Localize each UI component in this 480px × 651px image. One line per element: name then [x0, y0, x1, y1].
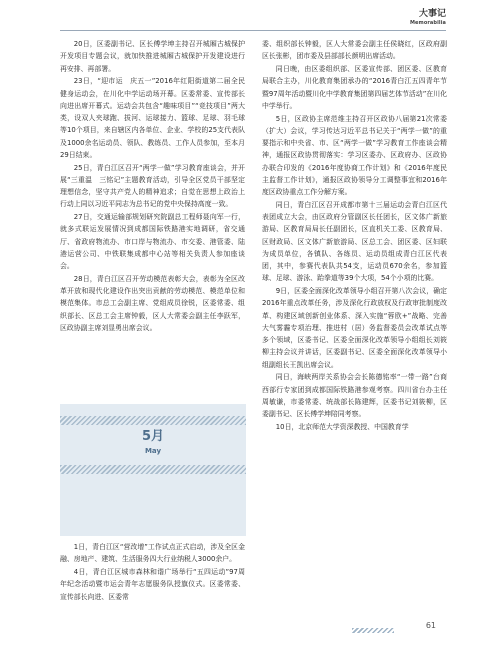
entry-paragraph: 25日，青白江区召开“两学一做”学习教育座谈会，并开展“三重温 三铭记”主题教育活动，引导全区党员干部坚定理想信念，坚守共产党人的精神追求；自觉在思想上政治上行动上同以习近平同志为总书记的党中央保持高度一致。 [60, 163, 245, 209]
decorative-stripes [60, 416, 246, 425]
month-heading-english: May [144, 447, 162, 455]
entry-paragraph: 同日晚，由区委组织部、区委宣传部、团区委、区教育局联合主办，川化教育集团承办的“2016青白江五四青年节暨97周年活动暨川化中学教育集团第四届艺体节活动”在川化中学举行。 [262, 65, 447, 110]
entry-paragraph: 10日，北京师范大学资深教授、中国教育学 [275, 422, 409, 431]
section-title: 大事记 [418, 9, 446, 19]
decorative-stripes [60, 465, 246, 474]
entry-paragraph: 27日，交通运输部规划研究院副总工程师聂向军一行，就多式联运发展情况到成都国际铁路港实地调研，省交通厅、省政府物流办、市口岸与物流办、市交委、港管委、陆港运营公司、中铁联集成都中心站等相关负责人参加座谈会。 [60, 213, 245, 270]
entry-paragraph: 20日，区委副书记、区长傅学坤主持召开城厢古城保护开发项目专题会议，就加快推进城厢古城保护开发建设进行再安排、再部署。 [60, 40, 245, 73]
section-subtitle: Memorabilia [409, 20, 446, 26]
entry-paragraph: 同日，海峡两岸关系协会会长陈德铭率“一带一路”台商西部行专家团到成都国际铁路港参观考察。四川省台办主任周敏谦，市委常委、统战部长陈建辉，区委书记刘筱柳，区委副书记、区长傅学坤陪同考察。 [262, 373, 447, 418]
left-column [60, 38, 245, 334]
left-column-bottom [60, 541, 245, 603]
page-number: 61 [425, 621, 436, 630]
entry-paragraph: 5日，区政协主席范维主持召开区政协八届第21次常委（扩大）会议，学习传达习近平总书记关于“两学一做”的重要指示和中央省、市、区“两学一做”学习教育工作座谈会精神，通报区政协贯彻落实：学习区委办、区政府办、区政协办联合印发的《2016年度协商工作计划》和《2016年度民主监督工作计划》，通报区政协领导分工调整事宜和2016年度区政协重点工作分解方案。 [262, 114, 447, 196]
entry-paragraph: 4日，青白江区城市森林和谐广场举行“五四运动”97周年纪念活动暨市运会青年志愿服务队授旗仪式。区委常委、宣传部长向进、区委常 [60, 568, 245, 601]
month-heading: 5月 [141, 429, 165, 444]
footer-decoration [352, 628, 394, 633]
header-divider [60, 30, 446, 31]
entry-paragraph: 委、组织部长钟毅，区人大常委会副主任侯晓红，区政府副区长张彬，团市委及县部部长颜明出席活动。 [262, 40, 447, 61]
entry-paragraph: 23日，“迎市运 庆五一”2016年红阳街道第二届全民健身运动会，在川化中学运动场开幕。区委常委、宣传部长向进出席开幕式。运动会共包含“趣味项目”“竞技项目”两大类，设双人夹球跑、拔河、运球接力、篮球、足球、羽毛球等10个项目，来自辖区内各单位、企业、学校的25支代表队及1000余名运动员、领队、教练员、工作人员参加，至本月29日结束。 [60, 77, 245, 159]
right-column [262, 38, 447, 433]
entry-paragraph: 1日，青白江区“营改增”工作试点正式启动，涉及全区金融、房地产、建筑、生活服务四大行业纳税人3000余户。 [60, 543, 245, 564]
entry-paragraph: 9日，区委全面深化改革领导小组召开第八次会议，确定2016年重点改革任务，涉及深化行政放权及行政审批制度改革、构建区域创新创业体系、深入实施“蓉欧+”战略、完善大气雾霾专项治理、推进村（居）务监督委员会改革试点等多个领域，区委书记、区委全面深化改革领导小组组长刘筱柳主持会议并讲话，区委副书记、区委全面深化改革领导小组副组长王凯出席会议。 [262, 287, 447, 369]
month-banner [60, 404, 246, 536]
entry-paragraph: 同日，青白江区召开成都市第十三届运动会青白江区代表团成立大会，由区政府分管副区长任团长，区文体广新旅游局、区教育局局长任副团长，区直机关工委、区教育局、区财政局、区文体广新旅游局、区总工会、团区委、区妇联为成员单位，各镇队、各练员、运动员组成青白江区代表团，其中，参赛代表队共54支，运动员670余名，参加篮球、足球、游泳、跆拳道等39个大项，54个小项的比赛。 [262, 200, 447, 283]
entry-paragraph: 28日，青白江区召开劳动模范表彰大会，表彰为全区改革开放和现代化建设作出突出贡献的劳动模范、模范单位和模范集体。市总工会副主席、党组成员徐锐，区委常委、组织部长、区总工会主席钟毅，区人大常委会副主任李跃军，区政协副主席刘显勇出席会议。 [60, 274, 245, 332]
